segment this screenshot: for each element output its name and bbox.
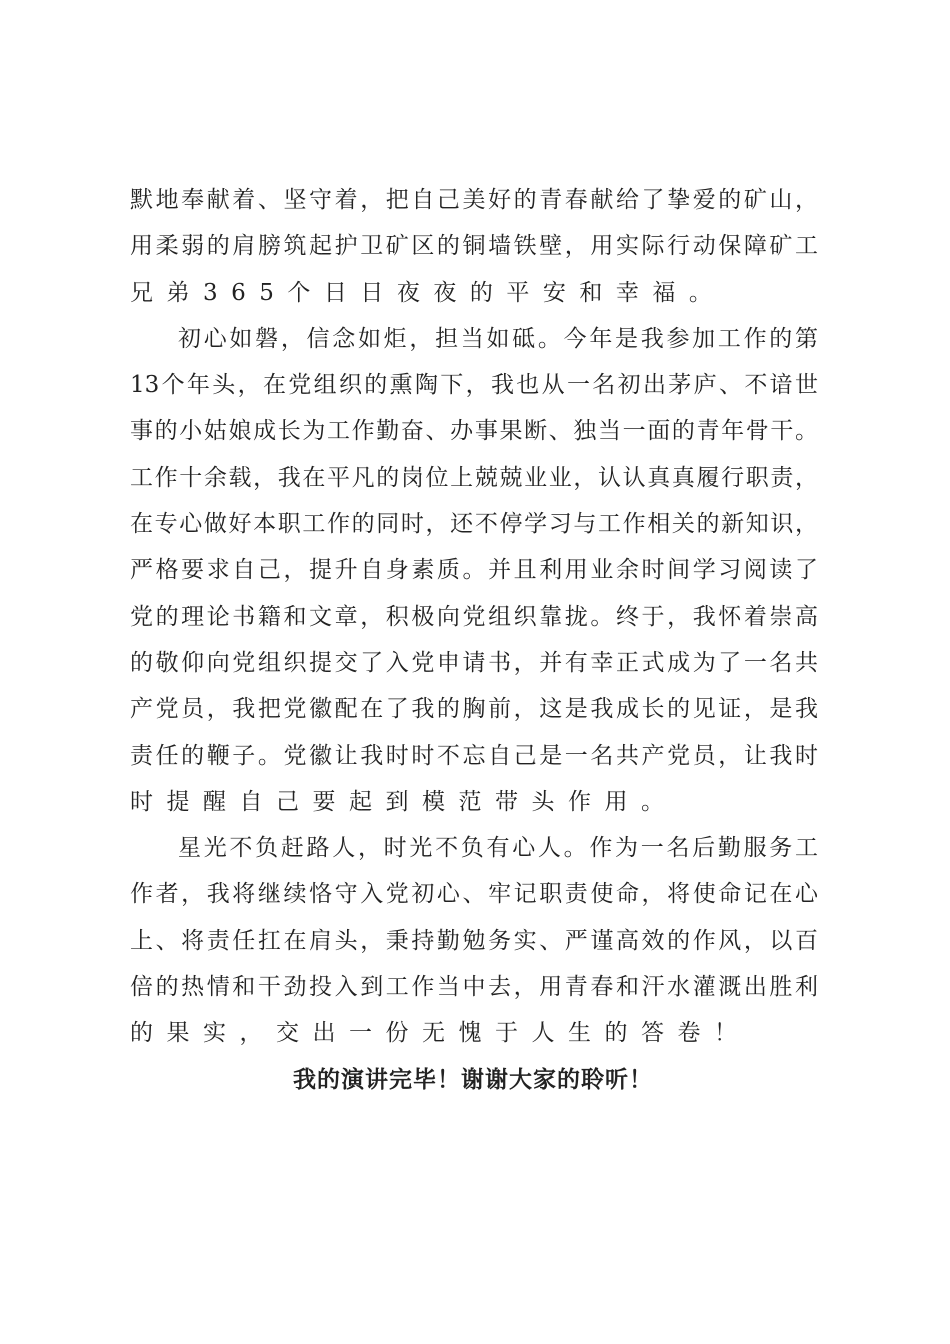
text-line: 默地奉献着、坚守着，把自己美好的青春献给了挚爱的矿山，: [130, 187, 818, 213]
paragraph: [130, 825, 818, 1056]
text-line: 用柔弱的肩膀筑起护卫矿区的铜墙铁壁，用实际行动保障矿工: [130, 233, 818, 260]
text-line: 工作十余载，我在平凡的岗位上兢兢业业，认认真真履行职责，: [130, 464, 818, 491]
text-line: 作者，我将继续恪守入党初心、牢记职责使命，将使命记在心: [130, 881, 818, 908]
paragraph: [130, 177, 818, 316]
document-page: [130, 177, 818, 1103]
text-line: 事的小姑娘成长为工作勤奋、办事果断、独当一面的青年骨干。: [130, 418, 818, 445]
text-line: 初心如磐，信念如炬，担当如砥。今年是我参加工作的第: [178, 325, 818, 352]
paragraph: [130, 316, 818, 825]
text-line: 上、将责任扛在肩头，秉持勤勉务实、严谨高效的作风，以百: [130, 927, 818, 954]
text-line: 倍的热情和干劲投入到工作当中去，用青春和汗水灌溉出胜利: [130, 974, 818, 1001]
text-line: 时提醒自己要起到模范带头作用。: [130, 788, 678, 815]
text-line: 在专心做好本职工作的同时，还不停学习与工作相关的新知识，: [130, 511, 818, 538]
text-line: 责任的鞭子。党徽让我时时不忘自己是一名共产党员，让我时: [130, 742, 818, 769]
text-line: 兄弟365个日日夜夜的平安和幸福。: [130, 279, 726, 306]
text-line: 13个年头，在党组织的熏陶下，我也从一名初出茅庐、不谙世: [130, 372, 818, 399]
text-line: 星光不负赶路人，时光不负有心人。作为一名后勤服务工: [178, 835, 818, 862]
text-line: 党的理论书籍和文章，积极向党组织靠拢。终于，我怀着崇高: [130, 603, 818, 630]
text-line: 的果实，交出一份无愧于人生的答卷！: [130, 1020, 751, 1047]
text-line: 产党员，我把党徽配在了我的胸前，这是我成长的见证，是我: [130, 696, 818, 723]
text-line: 严格要求自己，提升自身素质。并且利用业余时间学习阅读了: [130, 557, 818, 584]
closing-remark: 我的演讲完毕！谢谢大家的聆听！: [293, 1065, 653, 1093]
text-line: 的敬仰向党组织提交了入党申请书，并有幸正式成为了一名共: [130, 649, 818, 676]
